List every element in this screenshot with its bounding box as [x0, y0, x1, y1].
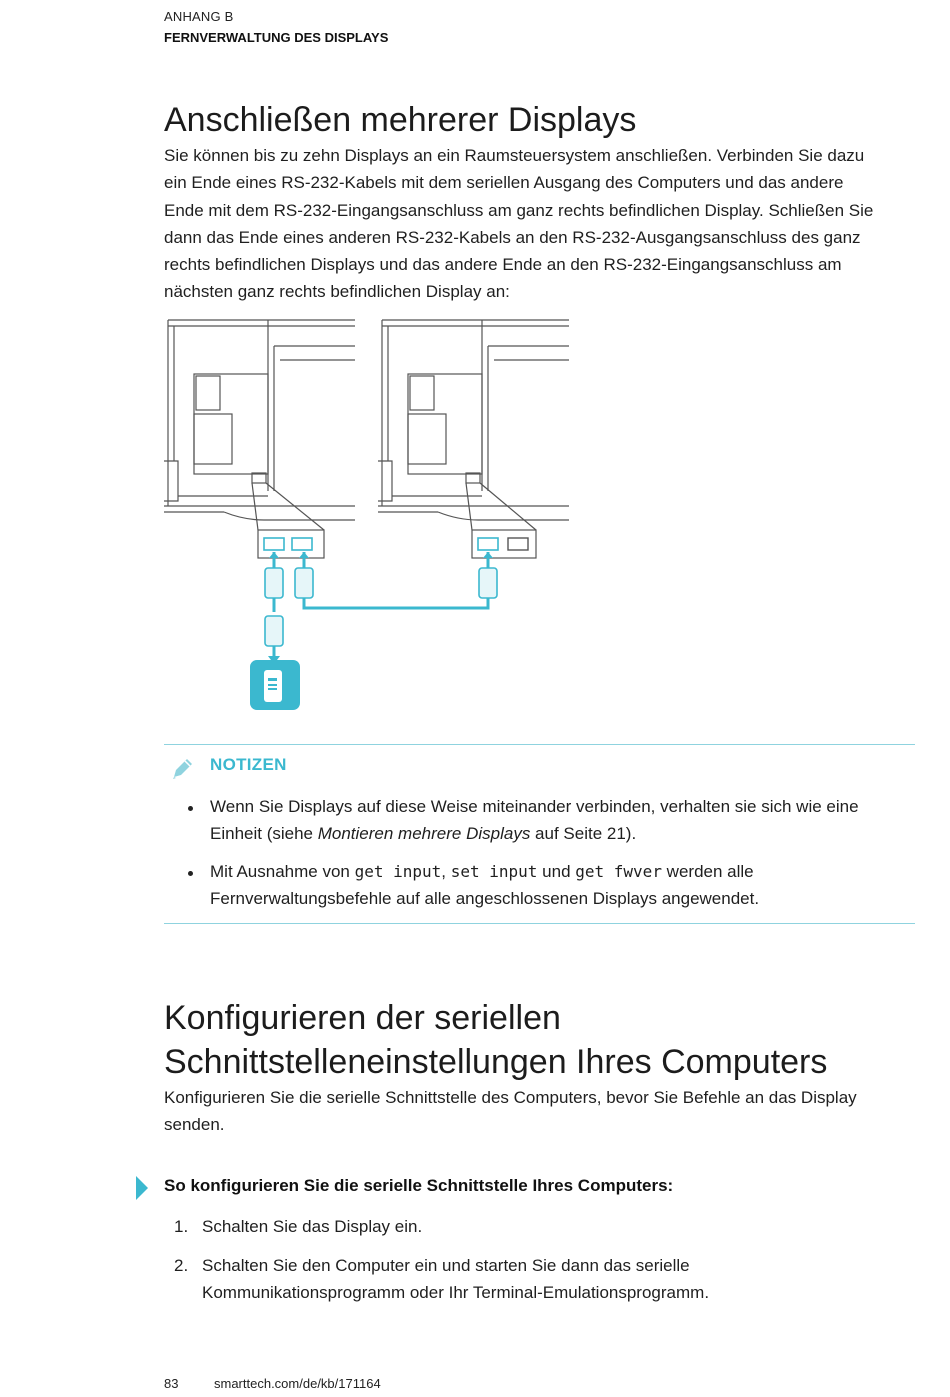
step-number: 1.: [174, 1217, 189, 1236]
step-number: 2.: [174, 1256, 189, 1275]
paragraph-line: ein Ende eines RS-232-Kabels mit dem seriellen Ausgang des Computers und das andere: [164, 173, 844, 193]
header-chapter-label: FERNVERWALTUNG DES DISPLAYS: [164, 30, 389, 45]
text-span: auf Seite 21).: [530, 824, 637, 844]
notes-item-1-line2: [210, 820, 910, 847]
notes-box: [164, 744, 915, 924]
section2-paragraph: [164, 1084, 924, 1139]
section1-paragraph: [164, 142, 924, 306]
paragraph-line: dann das Ende eines anderen RS-232-Kabels an den RS-232-Ausgangsanschluss des ganz: [164, 227, 861, 247]
notes-item-1-line1: Wenn Sie Displays auf diese Weise miteinander verbinden, verhalten sie sich wie eine: [210, 797, 859, 816]
text-span: und: [537, 862, 576, 881]
paragraph-line: rechts befindlichen Displays und das andere Ende an den RS-232-Eingangsanschluss am: [164, 255, 842, 275]
paragraph-line: senden.: [164, 1115, 225, 1135]
section1-title: Anschließen mehrerer Displays: [164, 101, 637, 139]
section2-title-line2: Schnittstelleneinstellungen Ihres Computers: [164, 1043, 828, 1081]
paragraph-line: Ende mit dem RS-232-Eingangsanschluss am ganz rechts befindlichen Display. Schließen Sie: [164, 200, 874, 220]
notes-item-2-line1: [210, 858, 910, 885]
page-number: 83: [164, 1376, 179, 1391]
text-span: ,: [441, 862, 451, 881]
paragraph-line: Sie können bis zu zehn Displays an ein Raumsteuersystem anschließen. Verbinden Sie dazu: [164, 146, 865, 165]
daisy-chain-diagram: [164, 316, 574, 716]
pencil-icon: [170, 755, 196, 781]
notes-item-1: [210, 793, 910, 848]
header-section-label: ANHANG B: [164, 9, 234, 24]
paragraph-line: nächsten ganz rechts befindlichen Display an:: [164, 282, 510, 302]
display-right-illustration: [378, 320, 569, 520]
command-code: set input: [450, 862, 538, 881]
cross-reference-link[interactable]: Montieren mehrere Displays: [317, 824, 531, 844]
procedure-title: So konfigurieren Sie die serielle Schnittstelle Ihres Computers:: [164, 1176, 674, 1195]
footer-url-link[interactable]: smarttech.com/de/kb/171164: [214, 1376, 381, 1391]
section2-title-line1: Konfigurieren der seriellen: [164, 999, 561, 1037]
port-panel-left: [258, 530, 324, 558]
room-control-system-icon: [250, 660, 300, 710]
port-panel-right: [472, 530, 536, 558]
command-code: get input: [354, 862, 442, 881]
bullet-dot: [188, 806, 193, 811]
notes-item-2-line2: Fernverwaltungsbefehle auf alle angeschlossenen Displays angewendet.: [210, 889, 760, 909]
text-span: Mit Ausnahme von: [210, 862, 355, 881]
bullet-dot: [188, 871, 193, 876]
step-1-text: [202, 1213, 902, 1240]
step-line: Kommunikationsprogramm oder Ihr Terminal-Emulationsprogramm.: [202, 1283, 710, 1303]
step-line: Schalten Sie das Display ein.: [202, 1217, 423, 1236]
notes-title: NOTIZEN: [210, 755, 287, 774]
notes-item-2: [210, 858, 910, 913]
step-line: Schalten Sie den Computer ein und starten Sie dann das serielle: [202, 1256, 690, 1275]
procedure-arrow-icon: [136, 1176, 148, 1200]
text-span: werden alle: [661, 862, 754, 881]
command-code: get fwver: [575, 862, 662, 881]
paragraph-line: Konfigurieren Sie die serielle Schnittstelle des Computers, bevor Sie Befehle an das Display: [164, 1088, 857, 1107]
text-span: Einheit (siehe: [210, 824, 318, 844]
step-2-text: [202, 1252, 902, 1307]
display-left-illustration: [164, 320, 355, 520]
